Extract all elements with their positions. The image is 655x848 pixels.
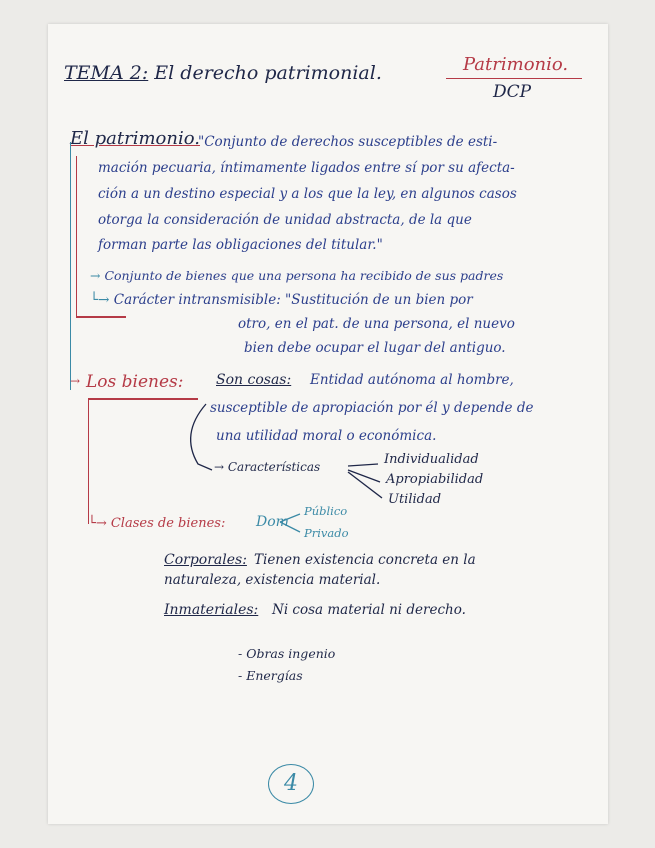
patrimonio-point-2-cont-2: bien debe ocupar el lugar del antiguo. bbox=[244, 340, 506, 356]
inmateriales-text: Ni cosa material ni derecho. bbox=[272, 602, 466, 618]
ejemplo-2: - Energías bbox=[238, 668, 303, 683]
tema-title: El derecho patrimonial. bbox=[154, 62, 382, 84]
patrimonio-def-line-4: otorga la consideración de unidad abstracta, de la que bbox=[98, 212, 472, 228]
caracteristicas-label: → Características bbox=[214, 460, 321, 474]
bienes-def-line-3: una utilidad moral o económica. bbox=[216, 428, 437, 444]
dom-label: Dom bbox=[256, 514, 289, 530]
ejemplo-1: - Obras ingenio bbox=[238, 646, 336, 661]
patrimonio-point-1: → Conjunto de bienes que una persona ha recibido de sus padres bbox=[90, 268, 504, 283]
patrimonio-def-line-1: "Conjunto de derechos susceptibles de esti- bbox=[198, 134, 498, 150]
bienes-heading: Los bienes: bbox=[86, 372, 184, 392]
caracteristica-1: Individualidad bbox=[384, 452, 479, 467]
patrimonio-def-line-3: ción a un destino especial y a los que la ley, en algunos casos bbox=[98, 186, 517, 202]
bienes-def-line-2: susceptible de apropiación por él y depende de bbox=[210, 400, 534, 416]
corporales-text-1: Tienen existencia concreta en la bbox=[254, 552, 476, 568]
clases-label: └→ Clases de bienes: bbox=[88, 516, 226, 531]
caracteristica-3: Utilidad bbox=[388, 492, 442, 507]
dom-publico: Público bbox=[304, 504, 348, 518]
course-label: DCP bbox=[493, 82, 532, 102]
corporales-text-2: naturaleza, existencia material. bbox=[164, 572, 381, 588]
characteristics-connectors bbox=[48, 24, 608, 824]
patrimonio-def-line-2: mación pecuaria, íntimamente ligados entre sí por su afecta- bbox=[98, 160, 515, 176]
dom-privado: Privado bbox=[304, 526, 349, 540]
notebook-page: TEMA 2: El derecho patrimonial. Patrimonio. DCP El patrimonio. "Conjunto de derechos susceptibles de esti- mación pecuaria, íntimamente ligados entre sí por su afecta- ción a un destino especial y a los que la ley, en algunos casos otorga la consideración de unidad abstracta, de la que forman parte las obligaciones del titular." → Conjunto de bienes que una persona ha recibido de sus padres └→ Carácter intransmisible: "Sustitución de un bien por otro, en el pat. de una persona, el nuevo bien debe ocupar el lugar del antiguo. → Los bienes: Son cosas: Entidad autónoma al hombre, susceptible de apropiación por él y depende de una utilidad moral o económica. → Características Individualidad Apropiabilidad Utilidad └→ Clases de bienes: Dom Público Privado Corporales: Tienen existencia concreta en la naturaleza, existencia material. Inmateriales: Ni cosa material ni derecho. - Obras ingenio - Energías 4 bbox=[48, 24, 608, 824]
patrimonio-point-2-cont-1: otro, en el pat. de una persona, el nuevo bbox=[238, 316, 515, 332]
corporales-label: Corporales: bbox=[164, 552, 247, 568]
subject-label: Patrimonio. bbox=[463, 54, 569, 75]
son-cosas-label: Son cosas: bbox=[216, 372, 292, 388]
inmateriales-label: Inmateriales: bbox=[164, 602, 259, 618]
caracteristica-2: Apropiabilidad bbox=[386, 472, 484, 487]
bienes-def-line-1: Entidad autónoma al hombre, bbox=[310, 372, 514, 388]
tema-label: TEMA 2: bbox=[64, 62, 149, 84]
patrimonio-point-2: └→ Carácter intransmisible: "Sustitución de un bien por bbox=[90, 292, 473, 308]
patrimonio-def-line-5: forman parte las obligaciones del titular." bbox=[98, 237, 383, 253]
page-number: 4 bbox=[268, 764, 314, 804]
patrimonio-heading: El patrimonio. bbox=[70, 128, 200, 149]
